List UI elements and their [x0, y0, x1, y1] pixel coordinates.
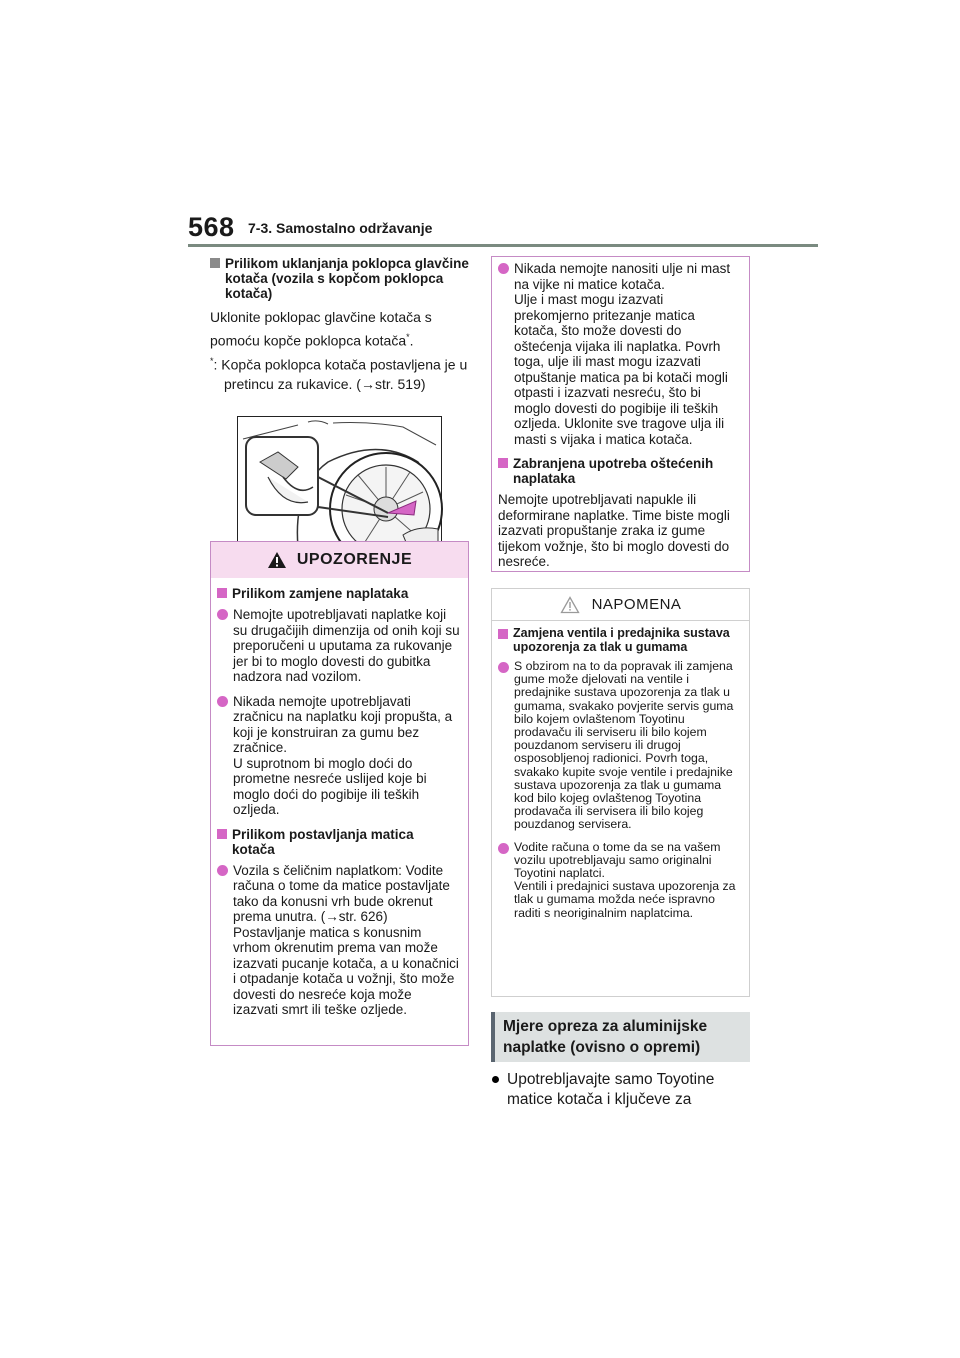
warning-box: [210, 541, 469, 1046]
section-title-line1: Mjere opreza za aluminijske: [503, 1018, 708, 1035]
note-item: Vodite računa o tome da se na vašem vozilu upotrebljavaju samo originalni Toyotini naplatci. Ventili i predajnici sustava upozorenja za tlak u gumama možda neće ispravno raditi s neoriginalnim naplatcima.: [498, 841, 741, 920]
bullet-dot-icon: [217, 609, 228, 620]
bullet-dot-icon: [217, 865, 228, 876]
body-bullet: Upotrebljavajte samo Toyotine matice kotača i ključeve za: [492, 1070, 762, 1110]
warning-item: Nemojte upotrebljavati naplatke koji su drugačijih dimenzija od onih koji su preporučeni u uputama za rukovanje jer bi to moglo dovesti do gubitka nadzora nad vozilom.: [217, 607, 460, 685]
bullet-dot-icon: [217, 696, 228, 707]
warning-subheading-damaged: Zabranjena upotreba oštećenih naplataka: [498, 456, 741, 486]
note-header: [492, 589, 749, 621]
square-bullet-icon: [210, 258, 220, 268]
chapter-title: 7-3. Samostalno održavanje: [248, 220, 433, 236]
wheel-cap-removal-illustration: [237, 416, 442, 548]
warning-triangle-icon: [267, 551, 287, 569]
page-number: 568: [188, 212, 235, 242]
header-divider: [188, 244, 818, 247]
note-box: [491, 588, 750, 997]
subheading-wheel-cap: Prilikom uklanjanja poklopca glavčine kotača (vozila s kopčom poklopca kotača): [210, 256, 470, 301]
warning-item: Nikada nemojte nanositi ulje ni mast na vijke ni matice kotača. Ulje i mast mogu izazvati prekomjerno pritezanje matica kotača, što može dovesti do oštećenja vijaka ili naplatka. Povrh toga, ulje ili mast mogu izazvati otpuštanje matica pa bi kotači mogli otpasti i izazvati nesreću, što bi moglo dovesti do pogibije ili teških ozljeda. Uklonite sve tragove ulja ili masti s vijaka i matica kotača.: [498, 261, 741, 447]
note-item: S obzirom na to da popravak ili zamjena gume može djelovati na ventile i predajnike sustava upozorenja za tlak u gumama, svakako povjerite servis guma bilo kojem ovlaštenom Toyotinu prodavaču ili serviseru ili bilo kojem pouzdanom serviseru ili drugoj osposobljenoj radionici. Povrh toga, svakako kupite svoje ventile i predajnike sustava upozorenja za tlak u gumama kod bilo kojeg ovlaštenog Toyotina prodavača ili servisera ili bilo kojeg pouzdanog servisera.: [498, 660, 741, 832]
note-subheading: Zamjena ventila i predajnika sustava upozorenja za tlak u gumama: [498, 627, 741, 654]
square-bullet-icon: [498, 458, 508, 468]
warning-item: Vozila s čeličnim naplatkom: Vodite računa o tome da matice postavljate tako da konusni vrh bude okrenut prema unutra. (→str. 626) Postavljanje matica s konusnim vrhom okrenutim prema van može izazvati pucanje kotača, a u konačnici i otpadanje kotača u vožnji, što može dovesti do nesreće koja može izazvati smrt ili teške ozljede.: [217, 863, 460, 1018]
warning-subheading-nuts: Prilikom postavljanja matica kotača: [217, 827, 460, 857]
warning-header: [211, 542, 468, 578]
instruction-paragraph: Uklonite poklopac glavčine kotača s pomoću kopče poklopca kotača*.: [210, 309, 432, 349]
bullet-dot-icon: [498, 662, 509, 673]
warning-box-continued: [491, 256, 750, 572]
square-bullet-icon: [217, 588, 227, 598]
page-header: [188, 212, 818, 246]
warning-title: UPOZORENJE: [296, 551, 413, 568]
note-title: NAPOMENA: [591, 596, 682, 613]
warning-subheading-rims: Prilikom zamjene naplataka: [217, 586, 460, 601]
caution-triangle-icon: [560, 596, 580, 614]
bullet-dot-icon: [498, 263, 509, 274]
left-column: [210, 256, 470, 548]
square-bullet-icon: [217, 829, 227, 839]
warning-item: Nikada nemojte upotrebljavati zračnicu na naplatku koji propušta, a koji je konstruiran za gumu bez zračnice. U suprotnom bi moglo doći do prometne nesreće uslijed koje bi moglo doći do pogibije ili teških ozljeda.: [217, 694, 460, 818]
square-bullet-icon: [498, 629, 508, 639]
section-banner: [491, 1012, 750, 1062]
bullet-dot-icon: [498, 843, 509, 854]
footnote: *: Kopča poklopca kotača postavljena je u pretincu za rukavice. (→str. 519): [210, 355, 468, 393]
section-title-line2: naplatke (ovisno o opremi): [503, 1039, 701, 1056]
bullet-dot-icon: [492, 1076, 499, 1083]
warning-paragraph: Nemojte upotrebljavati napukle ili deformirane naplatke. Time biste mogli izazvati propuštanje zraka iz gume tijekom vožnje, što bi moglo dovesti do nesreće.: [498, 492, 730, 569]
